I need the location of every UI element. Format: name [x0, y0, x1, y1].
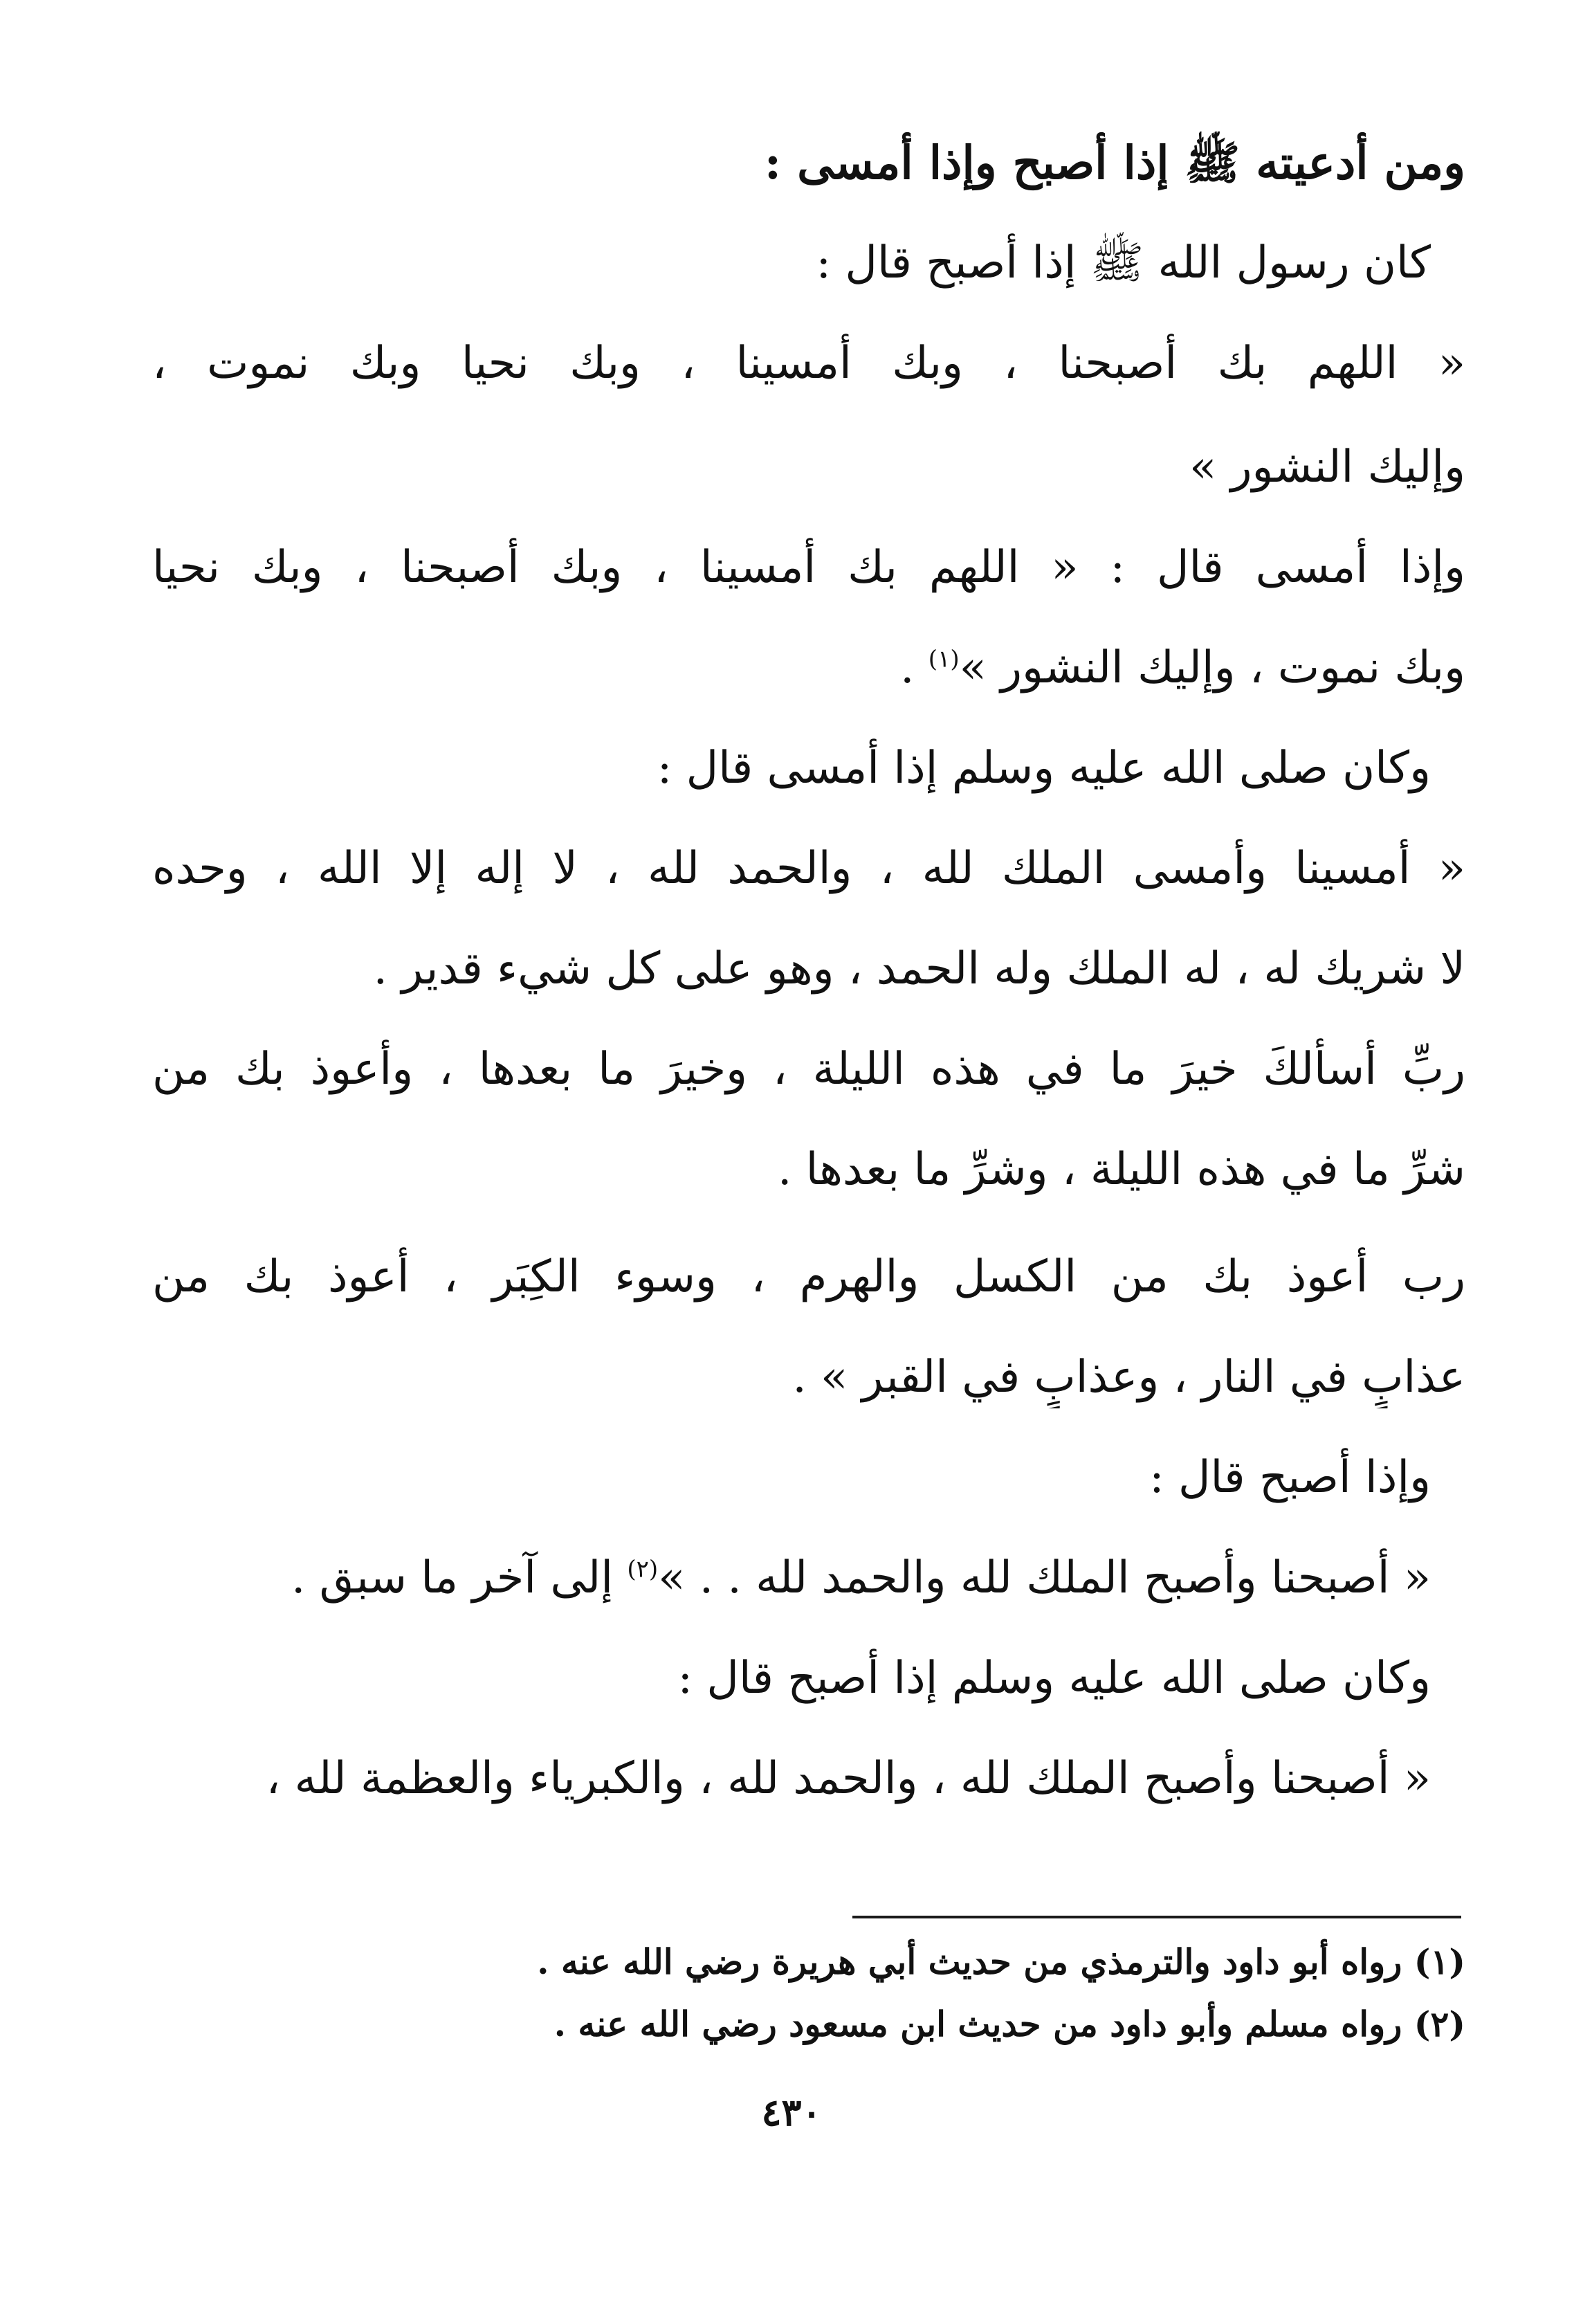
text-segment: إلى آخر ما سبق .	[291, 1552, 614, 1604]
text-line	[152, 637, 1465, 699]
section-heading: ومن أدعيته ﷺ إذا أصبح وإذا أمسى :	[764, 136, 1465, 190]
footnote-ref-1: (١)	[928, 645, 960, 673]
text-line: وإذا أمسى قال : « اللهم بك أمسينا ، وبك أصبحنا ، وبك نحيا	[152, 542, 1465, 593]
text-line: « أصبحنا وأصبح الملك لله ، والحمد لله ، والكبرياء والعظمة لله ،	[266, 1753, 1431, 1804]
page-number: ٤٣٠	[761, 2090, 822, 2134]
text-segment: .	[900, 642, 915, 693]
text-line: « اللهم بك أصبحنا ، وبك أمسينا ، وبك نحيا وبك نموت ،	[152, 338, 1465, 389]
footnote-2: (٢) رواه مسلم وأبو داود من حديث ابن مسعود رضي الله عنه .	[553, 2004, 1465, 2044]
text-line: وكان صلى الله عليه وسلم إذا أصبح قال :	[677, 1653, 1431, 1704]
text-segment: « أصبحنا وأصبح الملك لله والحمد لله . . »	[658, 1552, 1431, 1604]
text-line: رب أعوذ بك من الكسل والهرم ، وسوء الكِبَر ، أعوذ بك من	[152, 1251, 1465, 1302]
footnote-divider	[852, 1916, 1461, 1918]
text-line: كان رسول الله ﷺ إذا أصبح قال :	[816, 237, 1431, 289]
text-line: ربِّ أسألكَ خيرَ ما في هذه الليلة ، وخيرَ ما بعدها ، وأعوذ بك من	[152, 1044, 1465, 1095]
text-line: « أمسينا وأمسى الملك لله ، والحمد لله ، لا إله إلا الله ، وحده	[152, 843, 1465, 894]
text-line: وإذا أصبح قال :	[1149, 1452, 1431, 1503]
text-line: وكان صلى الله عليه وسلم إذا أمسى قال :	[657, 743, 1431, 794]
text-segment: وبك نموت ، وإليك النشور »	[959, 642, 1465, 693]
text-line: لا شريك له ، له الملك وله الحمد ، وهو على كل شيء قدير .	[373, 943, 1465, 995]
text-line: عذابٍ في النار ، وعذابٍ في القبر » .	[792, 1352, 1465, 1403]
text-line: وإليك النشور »	[1189, 442, 1465, 493]
footnote-1: (١) رواه أبو داود والترمذي من حديث أبي هريرة رضي الله عنه .	[537, 1941, 1465, 1982]
text-line	[152, 1547, 1431, 1609]
footnote-ref-2: (٢)	[627, 1555, 659, 1583]
text-line: شرِّ ما في هذه الليلة ، وشرِّ ما بعدها .	[777, 1144, 1465, 1195]
